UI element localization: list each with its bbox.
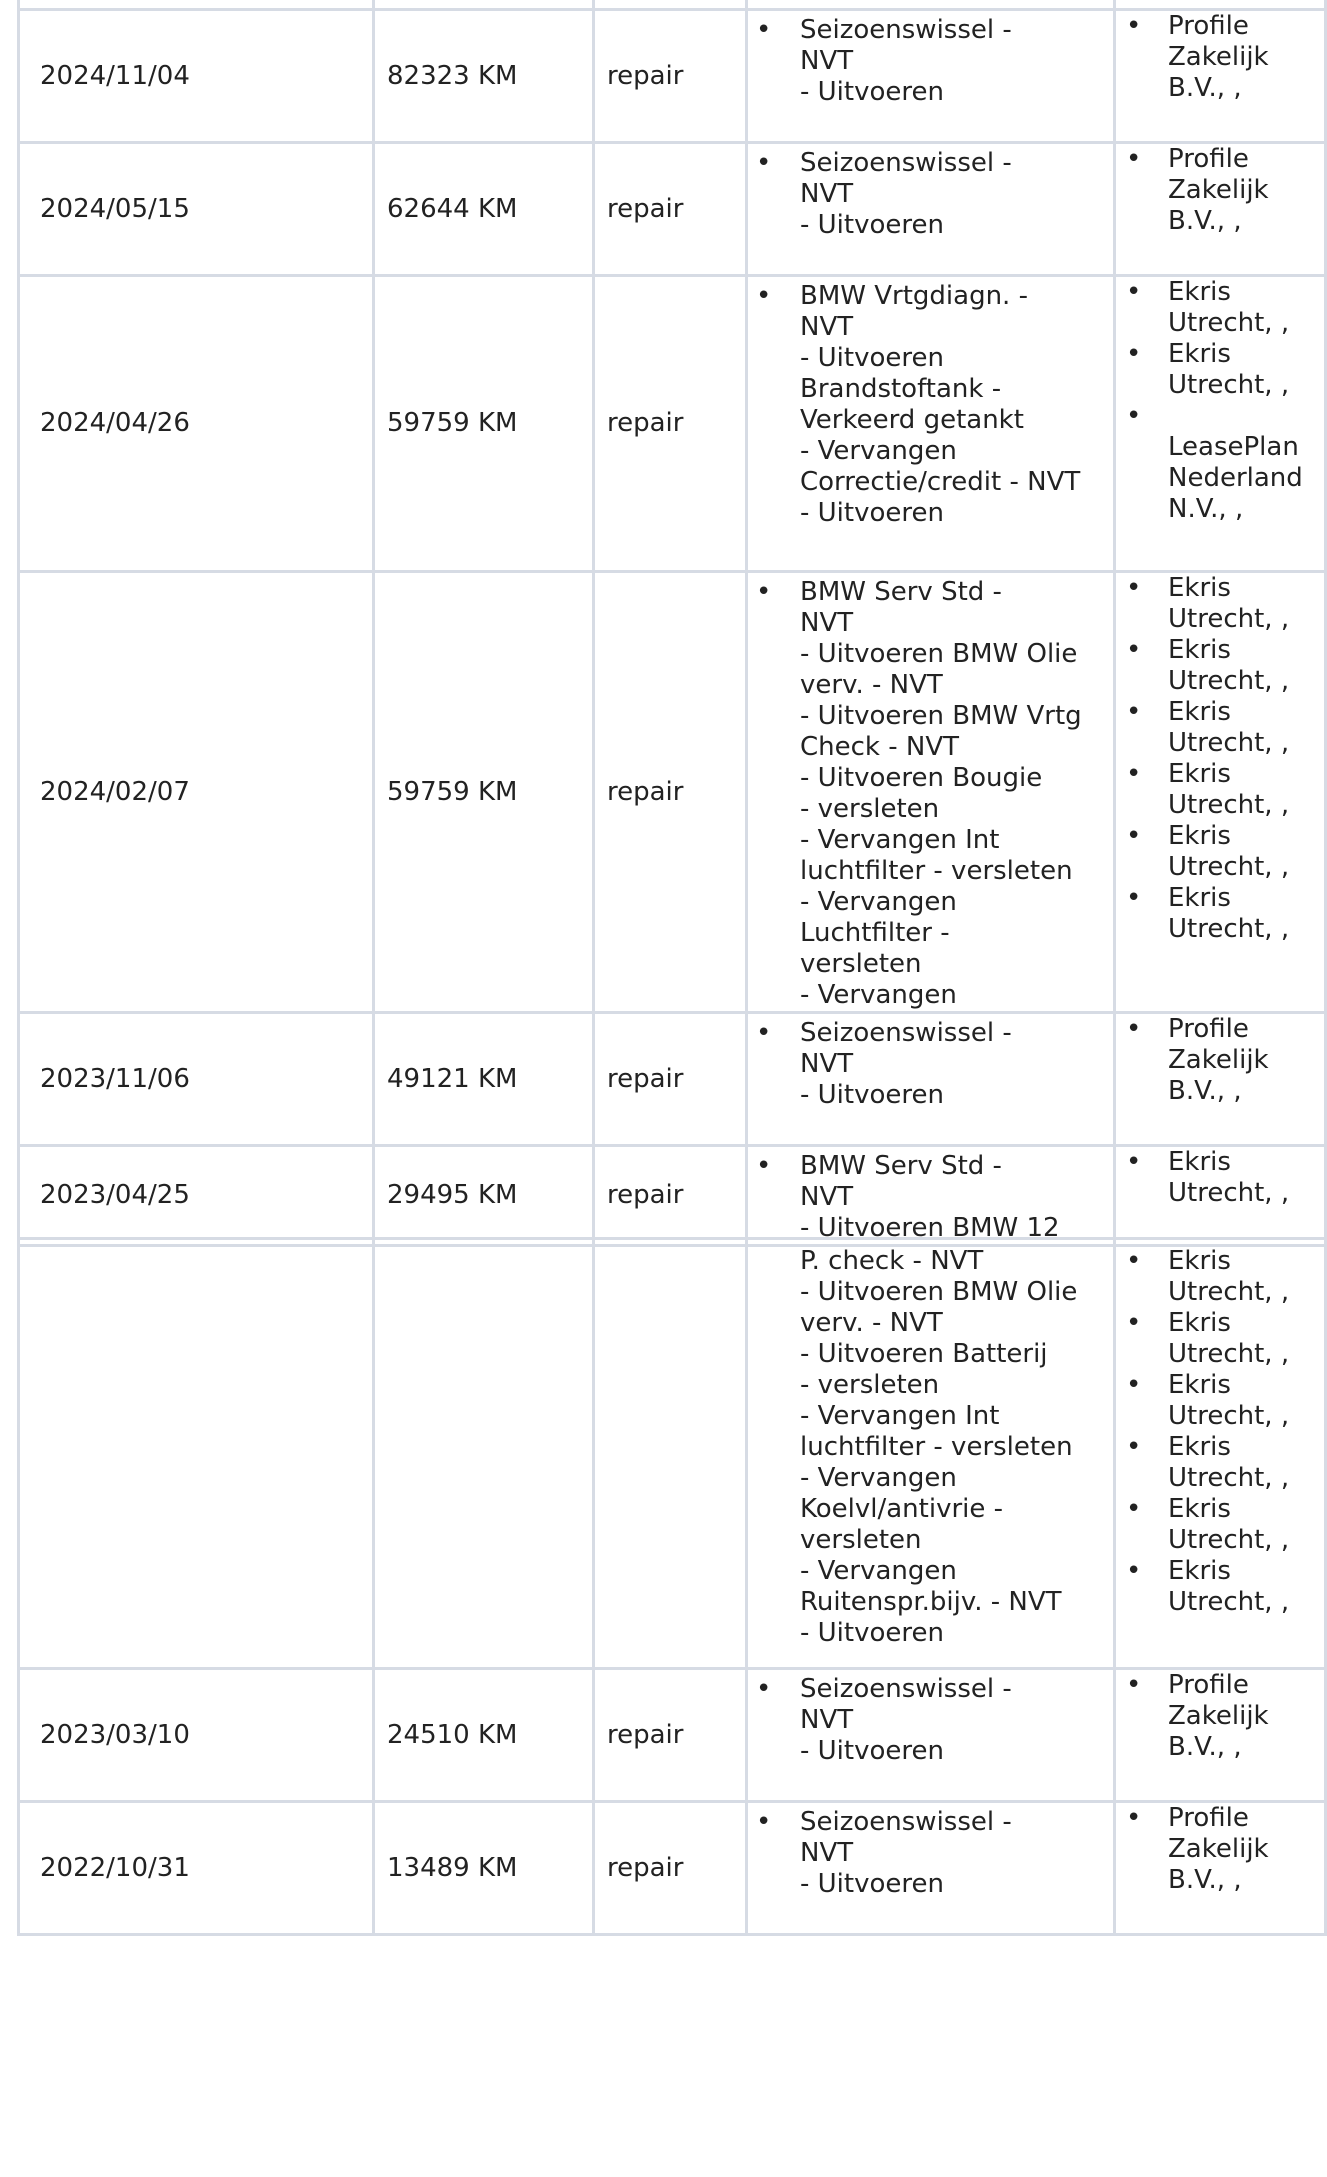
description-item: • BMW Serv Std - NVT - Uitvoeren BMW Olie verv. - NVT - Uitvoeren BMW Vrtg Check - NVT - Uitvoeren Bougie - versleten - Vervangen Int luchtfilter - versleten - Vervangen Luchtfilter - versleten - Vervangen bbox=[748, 577, 1113, 1011]
dealer-cell bbox=[1115, 1669, 1326, 1802]
dealer-item: • Ekris Utrecht, , bbox=[1116, 1147, 1324, 1209]
km-text: 62644 KM bbox=[387, 193, 518, 224]
date-text: 2024/05/15 bbox=[40, 193, 190, 224]
km-cell bbox=[374, 1239, 594, 1669]
type-cell bbox=[594, 1239, 747, 1669]
description-item: • Seizoenswissel - NVT - Uitvoeren bbox=[748, 15, 1113, 108]
type-text: repair bbox=[607, 1063, 684, 1094]
table-row bbox=[19, 143, 1326, 276]
description-cell bbox=[747, 1146, 1115, 1246]
table-row bbox=[19, 572, 1326, 1013]
description-item: • BMW Vrtgdiagn. - NVT - Uitvoeren Brandstoftank - Verkeerd getankt - Vervangen Correctie/credit - NVT - Uitvoeren bbox=[748, 281, 1113, 529]
description-cell bbox=[747, 1669, 1115, 1802]
dealer-list bbox=[1116, 1670, 1324, 1763]
km-cell bbox=[374, 1146, 594, 1246]
table-row bbox=[19, 10, 1326, 143]
date-cell bbox=[19, 1802, 374, 1935]
dealer-cell bbox=[1115, 1146, 1326, 1246]
date-cell bbox=[19, 1669, 374, 1802]
description-item: • Seizoenswissel - NVT - Uitvoeren bbox=[748, 1674, 1113, 1767]
type-cell bbox=[594, 276, 747, 572]
date-cell bbox=[19, 1146, 374, 1246]
km-text: 82323 KM bbox=[387, 60, 518, 91]
date-text: 2022/10/31 bbox=[40, 1852, 190, 1883]
dealer-item: • Ekris Utrecht, , bbox=[1116, 821, 1324, 883]
type-text: repair bbox=[607, 60, 684, 91]
dealer-item: • Ekris Utrecht, , bbox=[1116, 1494, 1324, 1556]
type-cell bbox=[594, 1146, 747, 1246]
type-text: repair bbox=[607, 1852, 684, 1883]
table-row bbox=[19, 276, 1326, 572]
km-cell bbox=[374, 1669, 594, 1802]
date-text: 2023/03/10 bbox=[40, 1719, 190, 1750]
description-list bbox=[748, 1147, 1113, 1244]
type-cell bbox=[594, 143, 747, 276]
dealer-item: • Ekris Utrecht, , bbox=[1116, 277, 1324, 339]
dealer-item: • Ekris Utrecht, , bbox=[1116, 1308, 1324, 1370]
date-text: 2024/02/07 bbox=[40, 776, 190, 807]
description-cell bbox=[747, 10, 1115, 143]
table-row bbox=[19, 1146, 1326, 1246]
dealer-list bbox=[1116, 1803, 1324, 1896]
description-list bbox=[748, 1014, 1113, 1111]
dealer-list bbox=[1116, 11, 1324, 104]
date-text: 2024/11/04 bbox=[40, 60, 190, 91]
type-text: repair bbox=[607, 193, 684, 224]
date-cell bbox=[19, 276, 374, 572]
type-cell bbox=[594, 1802, 747, 1935]
date-cell bbox=[19, 1013, 374, 1146]
km-cell bbox=[374, 10, 594, 143]
dealer-item: • Ekris Utrecht, , bbox=[1116, 1246, 1324, 1308]
dealer-cell bbox=[1115, 1802, 1326, 1935]
dealer-item: • Profile Zakelijk B.V., , bbox=[1116, 144, 1324, 237]
km-text: 24510 KM bbox=[387, 1719, 518, 1750]
date-cell bbox=[19, 1239, 374, 1669]
type-cell bbox=[594, 10, 747, 143]
description-item: • Seizoenswissel - NVT - Uitvoeren bbox=[748, 148, 1113, 241]
dealer-item: • Ekris Utrecht, , bbox=[1116, 573, 1324, 635]
dealer-item: • Profile Zakelijk B.V., , bbox=[1116, 1803, 1324, 1896]
dealer-item: • Profile Zakelijk B.V., , bbox=[1116, 11, 1324, 104]
km-cell bbox=[374, 143, 594, 276]
dealer-item: • Ekris Utrecht, , bbox=[1116, 1556, 1324, 1618]
type-text: repair bbox=[607, 1180, 684, 1210]
date-text: 2023/11/06 bbox=[40, 1063, 190, 1094]
date-cell bbox=[19, 143, 374, 276]
km-text: 13489 KM bbox=[387, 1852, 518, 1883]
dealer-item: • LeasePlan Nederland N.V., , bbox=[1116, 401, 1324, 525]
km-text: 29495 KM bbox=[387, 1180, 518, 1210]
dealer-cell bbox=[1115, 143, 1326, 276]
table-row bbox=[19, 1669, 1326, 1802]
dealer-item: • Ekris Utrecht, , bbox=[1116, 697, 1324, 759]
dealer-list bbox=[1116, 1014, 1324, 1107]
km-text: 49121 KM bbox=[387, 1063, 518, 1094]
description-item: • Seizoenswissel - NVT - Uitvoeren bbox=[748, 1018, 1113, 1111]
description-list bbox=[748, 144, 1113, 241]
dealer-list bbox=[1116, 277, 1324, 525]
history-table-section-2 bbox=[17, 1237, 1327, 1936]
dealer-cell bbox=[1115, 10, 1326, 143]
type-cell bbox=[594, 572, 747, 1013]
km-text: 59759 KM bbox=[387, 776, 518, 807]
description-list bbox=[748, 573, 1113, 1011]
dealer-list bbox=[1116, 1240, 1324, 1618]
description-cell bbox=[747, 1802, 1115, 1935]
table-row bbox=[19, 1802, 1326, 1935]
type-cell bbox=[594, 1013, 747, 1146]
type-cell bbox=[594, 1669, 747, 1802]
description-continuation: P. check - NVT - Uitvoeren BMW Olie verv. - NVT - Uitvoeren Batterij - versleten - Vervangen Int luchtfilter - versleten - Vervangen Koelvl/antivrie - versleten - Vervangen Ruitenspr.bijv. - NVT - Uitvoeren bbox=[800, 1246, 1078, 1648]
dealer-cell bbox=[1115, 276, 1326, 572]
dealer-cell bbox=[1115, 572, 1326, 1013]
dealer-item: • Ekris Utrecht, , bbox=[1116, 1432, 1324, 1494]
dealer-item: • Profile Zakelijk B.V., , bbox=[1116, 1670, 1324, 1763]
description-list bbox=[748, 11, 1113, 108]
description-list bbox=[748, 277, 1113, 529]
description-list bbox=[748, 1670, 1113, 1767]
dealer-list bbox=[1116, 144, 1324, 237]
table-row bbox=[19, 1013, 1326, 1146]
table-row-continuation bbox=[19, 1239, 1326, 1669]
date-text: 2023/04/25 bbox=[40, 1180, 190, 1210]
dealer-list bbox=[1116, 1147, 1324, 1209]
date-text: 2024/04/26 bbox=[40, 408, 190, 438]
type-text: repair bbox=[607, 776, 684, 807]
date-cell bbox=[19, 572, 374, 1013]
description-cell bbox=[747, 1239, 1115, 1669]
date-cell bbox=[19, 10, 374, 143]
dealer-item: • Ekris Utrecht, , bbox=[1116, 339, 1324, 401]
km-cell bbox=[374, 1013, 594, 1146]
description-cell bbox=[747, 572, 1115, 1013]
km-cell bbox=[374, 572, 594, 1013]
km-cell bbox=[374, 276, 594, 572]
description-list bbox=[748, 1803, 1113, 1900]
type-text: repair bbox=[607, 408, 684, 438]
description-cell bbox=[747, 1013, 1115, 1146]
type-text: repair bbox=[607, 1719, 684, 1750]
dealer-list bbox=[1116, 573, 1324, 945]
dealer-item: • Ekris Utrecht, , bbox=[1116, 635, 1324, 697]
description-item: • Seizoenswissel - NVT - Uitvoeren bbox=[748, 1807, 1113, 1900]
description-cell bbox=[747, 276, 1115, 572]
km-cell bbox=[374, 1802, 594, 1935]
dealer-item: • Ekris Utrecht, , bbox=[1116, 759, 1324, 821]
km-text: 59759 KM bbox=[387, 408, 518, 438]
dealer-cell bbox=[1115, 1013, 1326, 1146]
dealer-cell bbox=[1115, 1239, 1326, 1669]
description-cell bbox=[747, 143, 1115, 276]
dealer-item: • Profile Zakelijk B.V., , bbox=[1116, 1014, 1324, 1107]
history-table-section-1 bbox=[17, 8, 1327, 1247]
description-item: • BMW Serv Std - NVT - Uitvoeren BMW 12 bbox=[748, 1151, 1113, 1244]
dealer-item: • Ekris Utrecht, , bbox=[1116, 883, 1324, 945]
dealer-item: • Ekris Utrecht, , bbox=[1116, 1370, 1324, 1432]
